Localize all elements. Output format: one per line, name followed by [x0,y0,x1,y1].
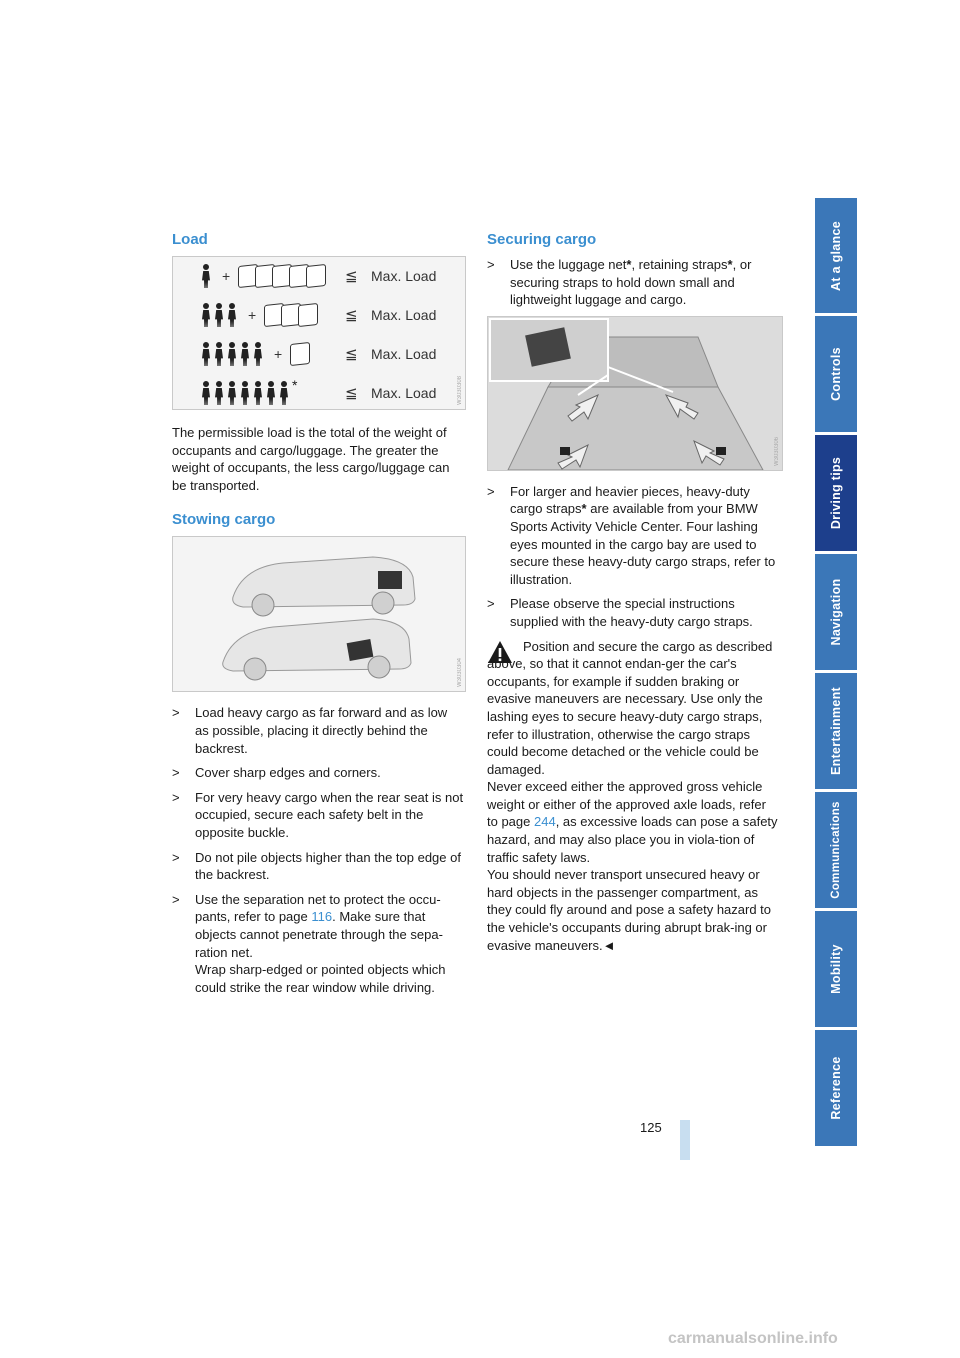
load-text: The permissible load is the total of the weight of occupants and cargo/luggage. The greater the weight of occupants, the less cargo/luggage can be transported. [172,425,450,493]
page-marker-bar [680,1120,690,1160]
page-link-116[interactable]: 116 [311,909,333,925]
load-figure: + ≦ Max. Load + ≦ Max. Load + ≦ Max. Load * ≦ Max. Load W3030308 [172,256,466,410]
tab-driving-tips[interactable]: Driving tips [815,435,857,551]
asterisk: * [292,377,298,393]
stowing-figure [172,536,466,692]
watermark: carmanualsonline.info [668,1330,838,1347]
list-item: > Cover sharp edges and corners. [172,765,381,781]
securing-figure [487,316,783,471]
tab-communications[interactable]: Communications [815,792,857,908]
warning-text: Position and secure the cargo as described above, so that it cannot endan-ger the car's occupants, for example if sudden braking or evasive maneuvers are necessary. Use only the lashing eyes to secure heavy-duty cargo straps, refer to illustration, otherwise the cargo straps could become detached or the vehicle could be damaged. [487,638,773,777]
load-row-1: + [201,259,323,293]
tab-mobility[interactable]: Mobility [815,911,857,1027]
tab-at-a-glance[interactable]: At a glance [815,198,857,313]
stowing-list [172,704,464,996]
load-row-4 [201,376,297,410]
list-item: > Please observe the special instructions supplied with the heavy-duty cargo straps. [487,596,753,629]
list-item: > For larger and heavier pieces, heavy-duty cargo straps* are available from your BMW Sports Activity Vehicle Center. Four lashing eyes mounted in the cargo bay are used to secure these heavy-duty cargo straps, refer to illustration. [487,483,776,587]
page-number: 125 [640,1120,662,1135]
list-item: > For very heavy cargo when the rear seat is not occupied, secure each safety belt in the opposite buckle. [172,789,464,840]
tab-controls[interactable]: Controls [815,316,857,432]
max-load-label: Max. Load [371,268,437,284]
suv-cargo-illustration [173,537,465,691]
left-column [172,230,464,1003]
tab-entertainment[interactable]: Entertainment [815,673,857,789]
tab-reference[interactable]: Reference [815,1030,857,1146]
figure-code: W3030308 [457,375,463,405]
max-load-label: Max. Load [371,385,437,401]
max-load-label: Max. Load [371,307,437,323]
securing-list-2 [487,483,779,631]
list-item: > Do not pile objects higher than the top edge of the backrest. [172,849,461,883]
end-marker: ◄ [602,937,616,953]
sidebar-tabs [815,198,857,1149]
section-title-load: Load [172,231,208,248]
securing-list-1 [487,256,779,309]
right-column [487,230,779,954]
cargo-bay-illustration [488,317,782,470]
list-item: > Load heavy cargo as far forward and as low as possible, placing it directly behind the backrest. [172,705,448,756]
figure-code: W3030306 [774,436,780,466]
load-row-2: + [201,298,315,332]
tab-navigation[interactable]: Navigation [815,554,857,670]
warning-block: Position and secure the cargo as described above, so that it cannot endan-ger the car's occupants, for example if sudden braking or evasive maneuvers are necessary. Use only the lashing eyes to secure heavy-duty cargo straps, refer to illustration, otherwise the cargo straps could become detached or the vehicle could be damaged. Never exceed either the approved gross vehicle weight or either of the approved axle loads, refer to page 244, as excessive loads can pose a safety hazard, and may also place you in viola-tion of traffic safety laws. You should never transport unsecured heavy or hard objects in the passenger compartment, as they could fly around and pose a safety hazard to the vehicle's occupants during abrupt brak-ing or evasive maneuvers.◄ [487,638,778,953]
load-row-3: + [201,337,307,371]
figure-code: W3030304 [457,658,463,688]
max-load-label: Max. Load [371,346,437,362]
section-title-securing: Securing cargo [487,231,597,248]
section-title-stowing: Stowing cargo [172,511,276,529]
list-item: > Use the luggage net*, retaining straps*, or securing straps to hold down small and lightweight luggage and cargo. [487,257,752,308]
list-item: > Use the separation net to protect the occu-pants, refer to page 116. Make sure that objects cannot penetrate through the sepa-ration net. Wrap sharp-edged or pointed objects which could strike the rear window while driving. [172,891,446,995]
page-link-244[interactable]: 244 [534,814,556,830]
